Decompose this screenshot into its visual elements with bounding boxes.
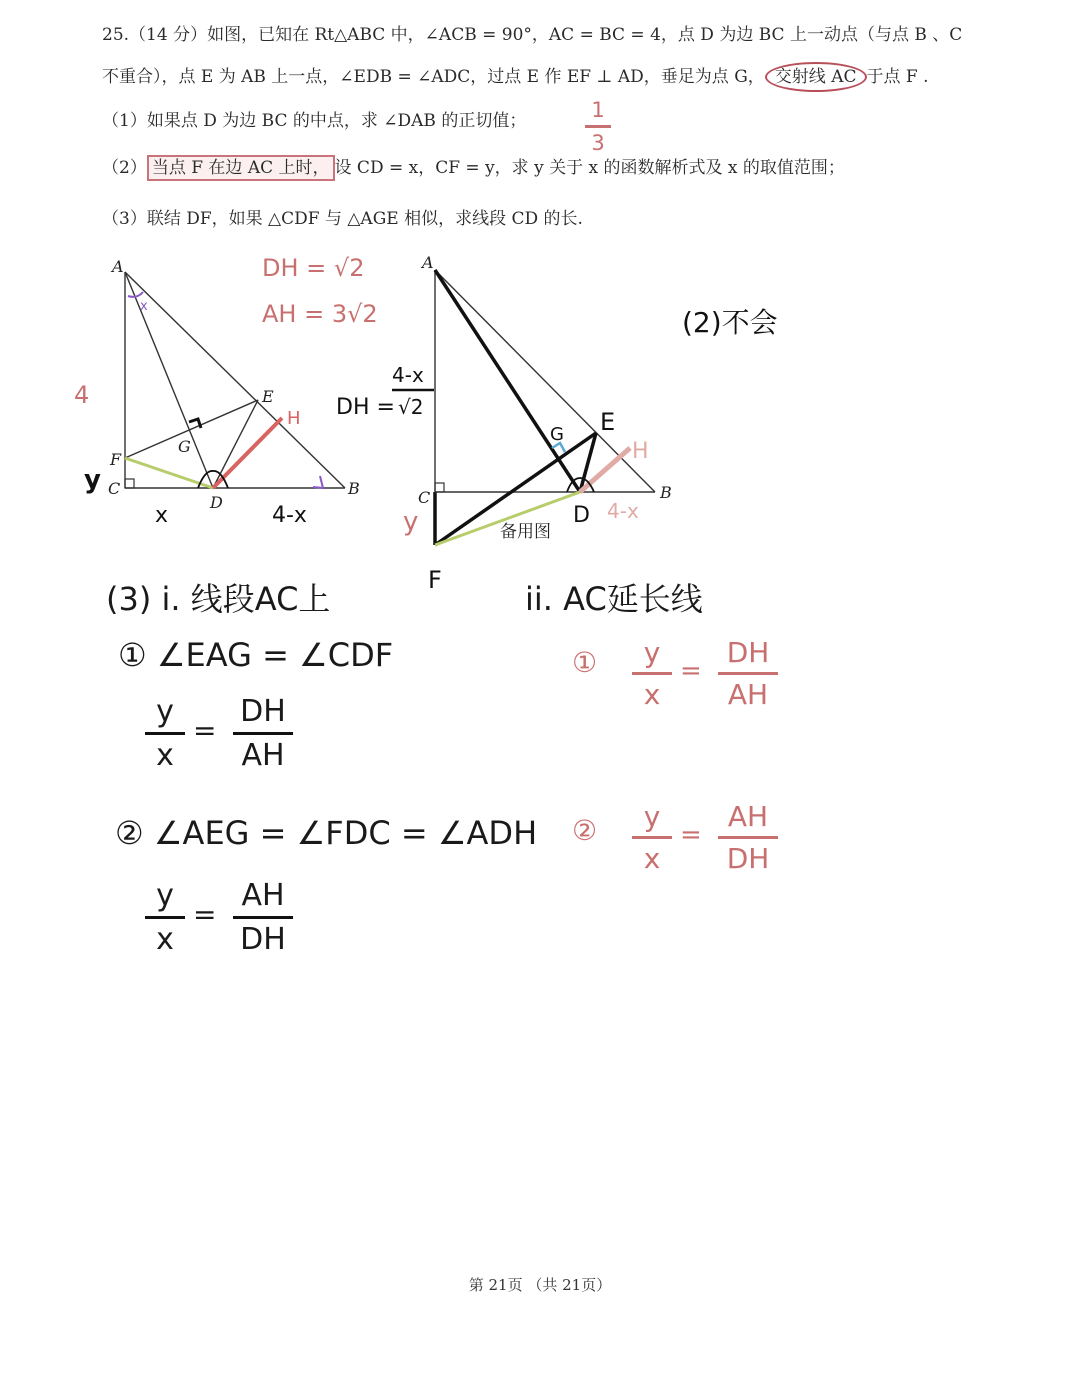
fig1-label-d: D [210,493,223,512]
fig1-label-e: E [262,387,274,406]
spare-figure-caption: 备用图 [500,522,551,542]
fig2-label-e: E [600,408,616,436]
fraction-bar [145,732,185,735]
eq-dh: DH [726,636,770,669]
fraction-bar [718,672,778,675]
eq-dh: DH [240,694,286,729]
fig1-angle-x: x [140,299,148,314]
dh-expression-denominator: √2 [398,395,424,419]
eq-y: y [643,800,661,833]
fig2-label-c: C [418,488,431,507]
fraction-bar [233,916,293,919]
eq-dh: DH [726,842,770,875]
eq-x: x [156,922,174,957]
circled-ray-ac: 交射线 AC [765,62,867,92]
fig1-side-4: 4 [74,381,90,409]
dh-expression-label: DH = [336,395,395,420]
case-i-condition-2: ② ∠AEG = ∠FDC = ∠ADH [115,814,538,852]
fig1-label-b: B [348,479,360,498]
question-2-text: 设 CD = x，CF = y，求 y 关于 x 的函数解析式及 x 的取值范围； [334,158,845,178]
fig1-label-g: G [178,437,191,456]
fig1-cf-y: y [84,465,101,495]
eq-x: x [643,678,661,711]
eq-ah: AH [241,738,285,773]
answer-q1-numerator: 1 [591,98,605,122]
fig2-label-h: H [632,439,649,464]
question-3: （3）联结 DF，如果 △CDF 与 △AGE 相似，求线段 CD 的长. [102,209,583,229]
fig2-bd-4-x: 4-x [607,499,639,523]
eq-x: x [156,738,174,773]
case-i-condition-1: ① ∠EAG = ∠CDF [118,636,394,674]
equals-sign: = [193,714,217,747]
fraction-bar [233,732,293,735]
eq-ah: AH [241,878,285,913]
fig1-bd-4-x: 4-x [272,503,307,528]
answer-q1-denominator: 3 [591,131,605,155]
fig1-label-c: C [108,479,121,498]
note-ah-3root2: AH = 3√2 [262,300,378,328]
fig1-label-a: A [112,257,124,276]
problem-line-2-text: 不重合），点 E 为 AB 上一点，∠EDB = ∠ADC，过点 E 作 EF ⊥ AD，垂足为点 G， [102,67,765,87]
case-ii-marker-2: ② [572,814,598,847]
problem-line-1: 25.（14 分）如图，已知在 Rt△ABC 中，∠ACB = 90°，AC = BC = 4，点 D 为边 BC 上一动点（与点 B 、C [102,25,963,45]
right-angle-c [435,483,444,492]
fig1-label-f: F [110,450,122,469]
eq-y: y [156,878,174,913]
question-1: （1）如果点 D 为边 BC 的中点，求 ∠DAB 的正切值； [102,111,527,131]
eq-x: x [643,842,661,875]
question-2-number: （2） [102,158,147,178]
eq-y: y [643,636,661,669]
q2-note-not-solved: (2)不会 [682,306,778,339]
problem-line-2-end: 于点 F . [866,67,929,87]
equals-sign: = [193,898,217,931]
fig2-cf-y: y [403,507,419,537]
dh-expression-numerator: 4-x [392,363,424,387]
page-footer: 第 21页 （共 21页） [468,1276,612,1294]
fig2-label-b: B [660,483,672,502]
equals-sign: = [680,656,702,686]
eq-ah: AH [727,800,769,833]
fig1-label-h: H [287,408,301,429]
fig2-label-f: F [428,566,442,594]
case-i-heading: (3) i. 线段AC上 [106,580,331,618]
fig2-label-a: A [422,253,434,272]
eq-dh: DH [240,922,286,957]
boxed-condition: 当点 F 在边 AC 上时， [147,155,335,181]
note-dh-root2: DH = √2 [262,254,365,282]
case-ii-marker-1: ① [572,646,598,679]
segment-ab [435,270,655,492]
fraction-bar [632,836,672,839]
fraction-bar [632,672,672,675]
fraction-bar [718,836,778,839]
eq-y: y [156,694,174,729]
fraction-bar [145,916,185,919]
eq-ah: AH [727,678,769,711]
fig1-cd-x: x [155,503,169,528]
case-ii-heading: ii. AC延长线 [525,580,703,618]
fig2-label-g: G [550,424,564,445]
fig2-label-d: D [573,503,590,528]
equals-sign: = [680,820,702,850]
